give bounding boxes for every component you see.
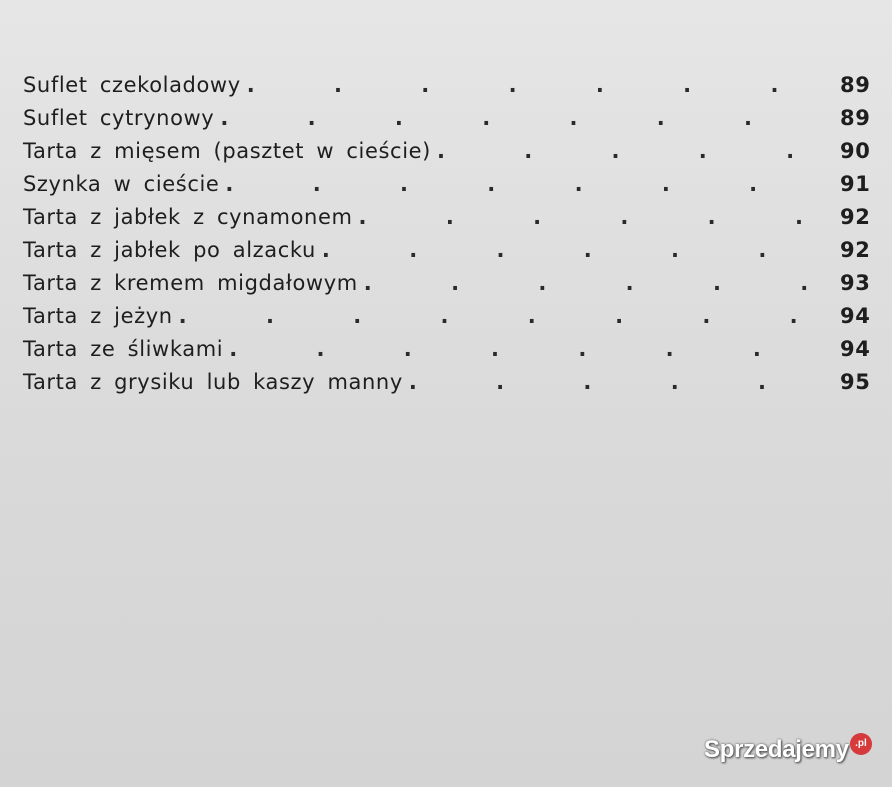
dot-leader (179, 304, 830, 328)
toc-entry-title: Tarta z jabłek z cynamonem (23, 205, 353, 229)
toc-entry-page: 94 (840, 304, 871, 328)
toc-entry (23, 163, 871, 196)
dot-leader (322, 238, 830, 262)
dot-leader (437, 139, 830, 163)
toc-entry (23, 64, 871, 97)
toc-entry-page: 92 (840, 205, 871, 229)
toc-entry-title: Tarta z jeżyn (23, 304, 173, 328)
toc-entry (23, 196, 871, 229)
dot-leader (220, 106, 830, 130)
toc-entry (23, 328, 871, 361)
toc-entry-page: 93 (840, 271, 871, 295)
toc-entry-page: 90 (840, 139, 871, 163)
toc-entry-page: 89 (840, 73, 871, 97)
dot-leader (364, 271, 830, 295)
toc-entry-title: Tarta z mięsem (pasztet w cieście) (23, 139, 431, 163)
dot-leader (359, 205, 830, 229)
toc-entry-title: Suflet czekoladowy (23, 73, 241, 97)
watermark-badge: .pl (850, 733, 872, 755)
toc-entry-page: 92 (840, 238, 871, 262)
toc-entry-title: Tarta z jabłek po alzacku (23, 238, 316, 262)
toc-entry-title: Tarta z grysiku lub kaszy manny (23, 370, 403, 394)
watermark-logo: Sprzedajemy (704, 736, 849, 763)
toc-entry-title: Tarta ze śliwkami (23, 337, 224, 361)
toc-entry-page: 89 (840, 106, 871, 130)
toc-entry (23, 262, 871, 295)
dot-leader (409, 370, 830, 394)
toc-entry-title: Tarta z kremem migdałowym (23, 271, 358, 295)
dot-leader (229, 337, 830, 361)
dot-leader (247, 73, 830, 97)
toc-entry (23, 361, 871, 394)
toc-entry-title: Suflet cytrynowy (23, 106, 215, 130)
toc-entry-page: 95 (840, 370, 871, 394)
toc-entry (23, 130, 871, 163)
toc-entry (23, 229, 871, 262)
toc-entry-page: 94 (840, 337, 871, 361)
toc-entry-title: Szynka w cieście (23, 172, 220, 196)
dot-leader (225, 172, 830, 196)
toc-entry-page: 91 (840, 172, 871, 196)
toc-entry (23, 97, 871, 130)
toc-entry (23, 295, 871, 328)
table-of-contents (23, 64, 871, 394)
